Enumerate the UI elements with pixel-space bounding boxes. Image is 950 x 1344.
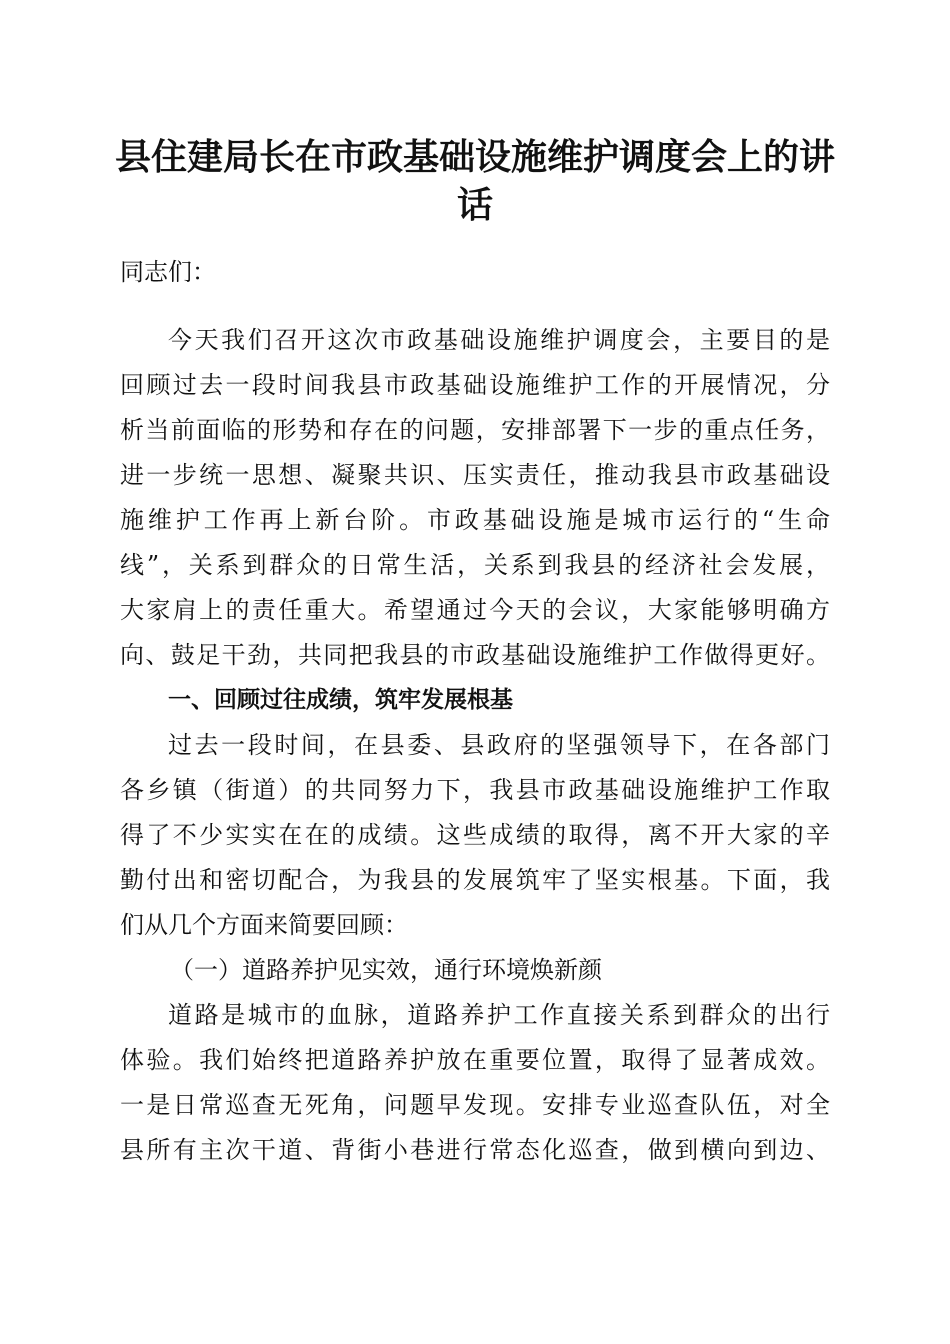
paragraph-1-line: 向、鼓足干劲，共同把我县的市政基础设施维护工作做得更好。: [120, 641, 830, 669]
section-1-heading: 一、回顾过往成绩，筑牢发展根基: [168, 687, 513, 713]
paragraph-2-line: 得了不少实实在在的成绩。这些成绩的取得，离不开大家的辛: [120, 821, 830, 849]
paragraph-3-line: 县所有主次干道、背街小巷进行常态化巡查，做到横向到边、: [120, 1136, 830, 1164]
paragraph-3-line: 一是日常巡查无死角，问题早发现。安排专业巡查队伍，对全: [120, 1091, 830, 1119]
paragraph-2-line: 各乡镇（街道）的共同努力下，我县市政基础设施维护工作取: [120, 776, 830, 804]
paragraph-2-line: 勤付出和密切配合，为我县的发展筑牢了坚实根基。下面，我: [120, 866, 830, 894]
paragraph-1-line: 大家肩上的责任重大。希望通过今天的会议，大家能够明确方: [120, 596, 830, 624]
document-title-line-2: 话: [456, 185, 493, 226]
document-title-line-1: 县住建局长在市政基础设施维护调度会上的讲: [114, 137, 835, 178]
paragraph-1-line: 施维护工作再上新台阶。市政基础设施是城市运行的“生命: [120, 506, 830, 534]
paragraph-3-line: 体验。我们始终把道路养护放在重要位置，取得了显著成效。: [120, 1046, 830, 1074]
paragraph-2-line: 们从几个方面来简要回顾：: [120, 911, 408, 939]
paragraph-3-line: 道路是城市的血脉，道路养护工作直接关系到群众的出行: [168, 1001, 830, 1029]
greeting: 同志们：: [120, 258, 216, 286]
paragraph-1-line: 回顾过去一段时间我县市政基础设施维护工作的开展情况，分: [120, 371, 830, 399]
paragraph-1-line: 今天我们召开这次市政基础设施维护调度会，主要目的是: [168, 326, 830, 354]
paragraph-1-line: 进一步统一思想、凝聚共识、压实责任，推动我县市政基础设: [120, 461, 830, 489]
paragraph-1-line: 析当前面临的形势和存在的问题，安排部署下一步的重点任务，: [120, 416, 830, 444]
paragraph-2-line: 过去一段时间，在县委、县政府的坚强领导下，在各部门: [168, 731, 830, 759]
paragraph-1-line: 线”，关系到群众的日常生活，关系到我县的经济社会发展，: [120, 551, 830, 579]
subsection-1-heading: （一）道路养护见实效，通行环境焕新颜: [170, 956, 602, 984]
